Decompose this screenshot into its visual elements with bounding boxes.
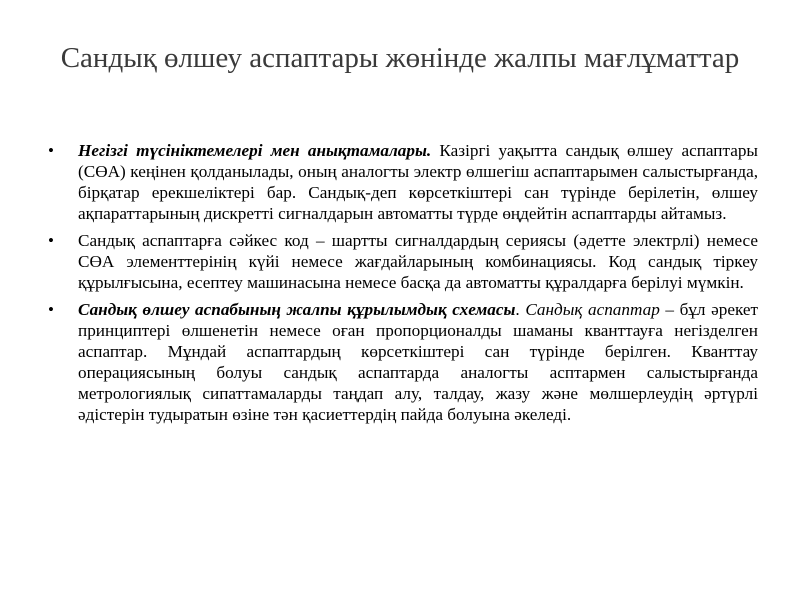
slide-title: Сандық өлшеу аспаптары жөнінде жалпы мағлұматтар bbox=[60, 42, 740, 74]
structure-text: – бұл әрекет принциптері өлшенетін немесе оған пропорционалды шаманы кванттауға негізделген аспаптар. Мұндай аспаптардың көрсеткіштері сан түрінде берілген. Кванттау операциясының болуы сандық аспаптарда аналогты асптармен салыстырғанда метрологиялық сипаттамаларды таңдап алу, талдау, жазу және мөлшерлеудің әртүрлі әдістерін тудыратын өзіне тән қасиеттердің пайда болуына әкеледі. bbox=[78, 300, 759, 424]
structure-separator: . bbox=[515, 300, 526, 319]
structure-term: Сандық аспаптар bbox=[525, 300, 660, 319]
structure-heading: Сандық өлшеу аспабының жалпы құрылымдық схемасы bbox=[78, 300, 516, 319]
bullet-item-code bbox=[48, 230, 758, 293]
definitions-heading: Негізгі түсініктемелері мен анықтамалары. bbox=[78, 141, 432, 160]
code-text: Сандық аспаптарға сәйкес код – шартты сигналдардың сериясы (әдетте электрлі) немесе СӨА элементтерінің күйі немесе жағдайларының комбинациясы. Код сандық тіркеу құрылғысына, есептеу машинасына немесе басқа да автоматты құралдарға берілуі мүмкін. bbox=[78, 231, 758, 292]
definitions-text: Казіргі уақытта сандық өлшеу аспаптары (СӨА) кеңінен қолданылады, оның аналогты электр өлшегіш аспаптарымен салыстырғанда, бірқатар ерекшеліктері бар. Сандық-деп көрсеткіштері сан түрінде берілетін, өлшеу ақпараттарының дискретті сигналдарын автоматты түрде өңдейтін аспаптарды айтамыз. bbox=[78, 141, 758, 223]
bullet-item-structure bbox=[48, 299, 758, 425]
bullet-mark: • bbox=[48, 231, 54, 250]
bullet-mark: • bbox=[48, 300, 54, 319]
bullet-list bbox=[48, 140, 758, 431]
bullet-item-definitions bbox=[48, 140, 758, 224]
bullet-mark: • bbox=[48, 141, 54, 160]
